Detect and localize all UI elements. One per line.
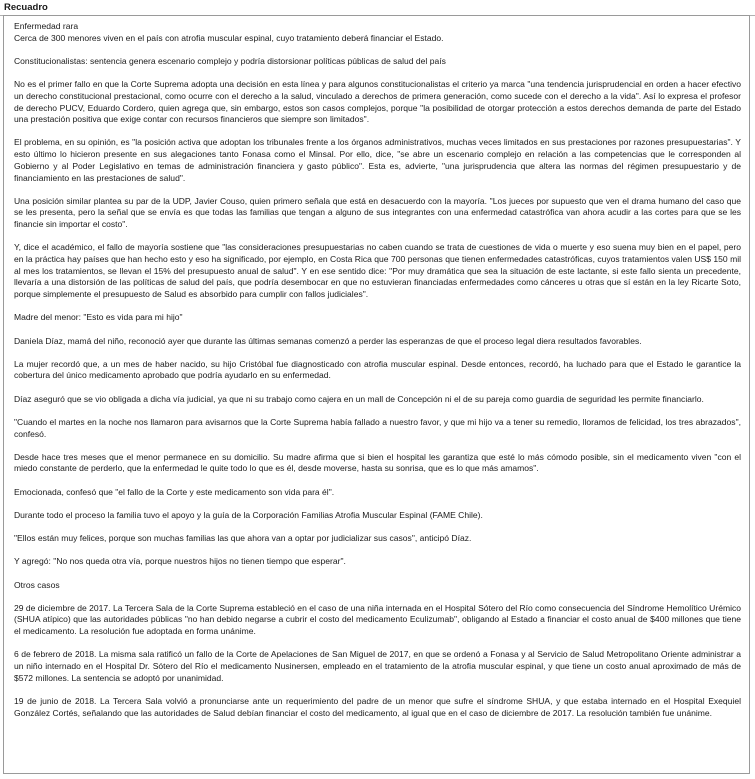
article-lead: Cerca de 300 menores viven en el país con atrofia muscular espinal, cuyo tratamiento deberá financiar el Estado.: [14, 32, 444, 43]
case-entry: 29 de diciembre de 2017. La Tercera Sala de la Corte Suprema estableció en el caso de una niña internada en el Hospital Sótero del Río como consecuencia del Síndrome Hemolítico Urémico (SHUA atípico) que las autoridades públicas "no han debido negarse a cubrir el costo del medicamento Eculizumab", obligando al Estado a financiar el costo anual de $400 millones que tiene el medicamento. La resolución fue adoptada en forma unánime.: [14, 602, 741, 637]
case-entry: 6 de febrero de 2018. La misma sala ratificó un fallo de la Corte de Apelaciones de San Miguel de 2017, en que se ordenó a Fonasa y al Servicio de Salud Metropolitano Oriente administrar a un niño internado en el Hospital Dr. Sótero del Río el medicamento Nusinersen, empleado en el tratamiento de la atrofia muscular espinal, y que tiene un costo anual aproximado de más de $572 millones. La sentencia se adoptó por unanimidad.: [14, 649, 741, 683]
article-kicker: Enfermedad rara: [14, 21, 79, 31]
paragraph: Desde hace tres meses que el menor permanece en su domicilio. Su madre afirma que si bien el hospital les garantiza que esté lo más cómodo posible, sin el medicamento viven "con el miedo constante de perderlo, que la enfermedad le quite todo lo que es él, desde moverse, hasta su sonrisa, que es lo que más amamos".: [14, 451, 741, 474]
subheading-constitucionalistas: Constitucionalistas: sentencia genera escenario complejo y podría distorsionar políticas públicas de salud del país: [14, 55, 446, 66]
paragraph: Emocionada, confesó que "el fallo de la Corte y este medicamento son vida para él".: [14, 486, 335, 497]
paragraph: Y, dice el académico, el fallo de mayoría sostiene que "las consideraciones presupuestarias no caben cuando se trata de cuestiones de vida o muerte y eso suena muy bien en el papel, pero en la práctica hay países que han hecho esto y eso ha significado, por ejemplo, en Costa Rica que 700 personas que tienen enfermedades catastróficas, cuyos tratamientos valen US$ 150 mil al mes los tratamientos, se llevan el 15% del presupuesto anual de salud". Y en ese sentido dice: "Por muy dramática que sea la situación de este lactante, si este fallo sienta un precedente, llevaría a una distorsión de las políticas de salud del país, que podría desembocar en que no estuvieran financiadas enfermedades como cánceres u otras que sí están en la ley Ricarte Soto, porque simplemente el presupuesto de Salud es absorbido para cumplir con fallos judiciales".: [14, 242, 741, 300]
subheading-madre: Madre del menor: "Esto es vida para mi hijo": [14, 312, 183, 323]
paragraph: Durante todo el proceso la familia tuvo el apoyo y la guía de la Corporación Familias Atrofia Muscular Espinal (FAME Chile).: [14, 509, 483, 520]
paragraph: "Cuando el martes en la noche nos llamaron para avisarnos que la Corte Suprema había fallado a nuestro favor, y que mi hijo va a tener su remedio, lloramos de felicidad, los tres abrazados", confesó.: [14, 416, 741, 439]
section-title: Recuadro: [4, 2, 48, 13]
paragraph: Una posición similar plantea su par de la UDP, Javier Couso, quien primero señala que está en desacuerdo con la mayoría. "Los jueces por supuesto que ven el drama humano del caso que se les presenta, pero la señal que se envía es que todas las familias que tengan a alguno de sus integrantes con una enfermedad catastrófica van ahora acudir a las cortes para que se les financie sin importar el costo".: [14, 195, 741, 230]
paragraph: Díaz aseguró que se vio obligada a dicha vía judicial, ya que ni su trabajo como cajera en un mall de Concepción ni el de su pareja como guardia de seguridad les permite financiarlo.: [14, 393, 704, 404]
paragraph: No es el primer fallo en que la Corte Suprema adopta una decisión en esta línea y para algunos constitucionalistas el criterio ya marca "una tendencia jurisprudencial en orden a hacer efectivo un derecho constitucional prestacional, como ocurre con el derecho a la salud, vinculado a derechos de primera generación, como sucede con el derecho a la vida". Así lo expresa el profesor de derecho PUCV, Eduardo Cordero, quien agrega que, sin embargo, estos son casos complejos, porque "la posibilidad de otorgar protección a estos derechos demanda de parte del Estado una prestación positiva que exige contar con recursos financieros que siempre son limitados".: [14, 79, 741, 125]
article-box: [3, 15, 750, 774]
section-header: [0, 0, 755, 16]
paragraph: Y agregó: "No nos queda otra vía, porque nuestros hijos no tienen tiempo que esperar".: [14, 556, 346, 567]
paragraph: El problema, en su opinión, es "la posición activa que adoptan los tribunales frente a los órganos administrativos, muchas veces limitados en sus prestaciones por razones presupuestarias". Y esto último lo hicieron presente en sus alegaciones tanto Fonasa como el Minsal. Por ello, dice, "se abre un escenario complejo en relación a las competencias que le corresponden al Gobierno y al Poder Legislativo en temas de administración financiera y gasto público". Esta es, advierte, "una jurisprudencia que altera las normas del régimen presupuestario y de financiamiento en las prestaciones de salud".: [14, 137, 741, 183]
paragraph: "Ellos están muy felices, porque son muchas familias las que ahora van a optar por judicializar sus casos", anticipó Díaz.: [14, 533, 472, 544]
subheading-otros-casos: Otros casos: [14, 579, 60, 590]
paragraph: Daniela Díaz, mamá del niño, reconoció ayer que durante las últimas semanas comenzó a perder las esperanzas de que el proceso legal diera resultados favorables.: [14, 335, 642, 346]
case-entry: 19 de junio de 2018. La Tercera Sala volvió a pronunciarse ante un requerimiento del padre de un menor que sufre el síndrome SHUA, y que estaba internado en el Hospital Exequiel González Cortés, señalando que las autoridades de Salud debían financiar el costo del medicamento, al igual que en el caso de diciembre de 2017. La resolución también fue unánime.: [14, 695, 741, 718]
paragraph: La mujer recordó que, a un mes de haber nacido, su hijo Cristóbal fue diagnosticado con atrofia muscular espinal. Desde entonces, recordó, ha luchado para que el Estado le garantice la cobertura del único medicamento aprobado que podría ayudarlo en su enfermedad.: [14, 358, 741, 381]
